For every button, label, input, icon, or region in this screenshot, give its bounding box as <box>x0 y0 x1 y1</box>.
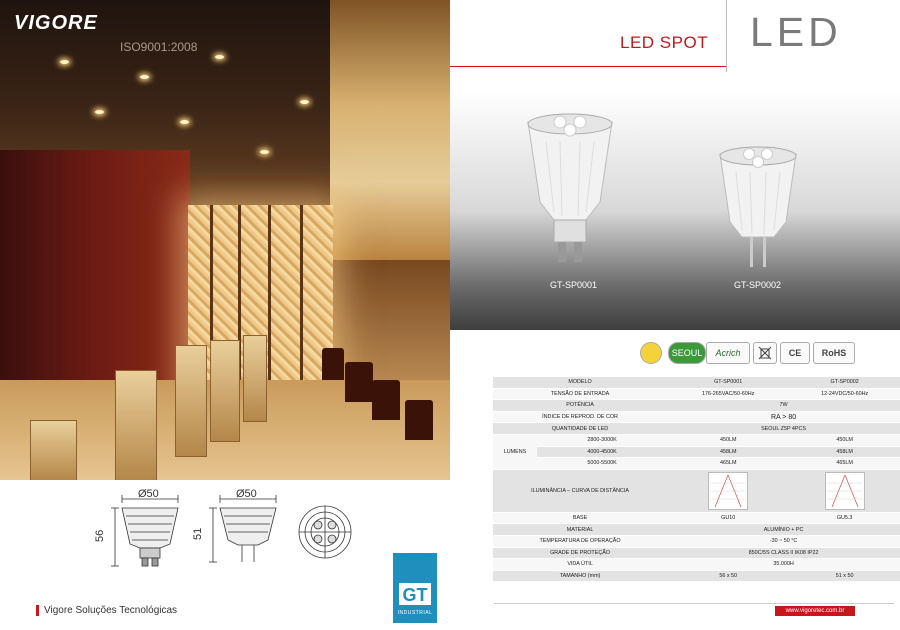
company-name: Vigore Soluções Tecnológicas <box>44 605 178 616</box>
spec-label: ILUMINÂNCIA – CURVA DE DISTÂNCIA <box>493 469 667 512</box>
product-1-label: GT-SP0001 <box>550 280 598 290</box>
spec-label: ÍNDICE DE REPROD. DE COR <box>493 411 667 423</box>
spec-label: QUANTIDADE DE LED <box>493 423 667 435</box>
model2-diameter: Ø50 <box>236 488 257 500</box>
led-spot-gu10-image <box>528 114 612 262</box>
header <box>450 0 900 75</box>
spec-label: GRADE DE PROTEÇÃO <box>493 547 667 559</box>
spec-value: 458LM <box>667 446 789 458</box>
header-red-line <box>450 66 727 67</box>
partner-subtitle: INDUSTRIAL <box>397 610 433 616</box>
right-page <box>450 0 900 630</box>
pedestal <box>30 420 77 480</box>
spec-label: BASE <box>493 512 667 524</box>
partner-logo-text: GT <box>402 585 428 605</box>
spec-value: GT-SP0002 <box>789 377 900 388</box>
spec-value: 465LM <box>789 458 900 470</box>
table-row <box>493 547 900 559</box>
table-row <box>493 446 900 458</box>
rohs-badge: RoHS <box>813 342 855 364</box>
table-row <box>493 570 900 582</box>
spec-sublabel: 5000-5500K <box>537 458 667 470</box>
downlight <box>215 55 224 59</box>
illuminance-curve-diagram <box>708 472 748 510</box>
table-row <box>493 377 900 388</box>
table-row <box>493 512 900 524</box>
page-subtitle: LED SPOT <box>620 33 709 52</box>
iso-mark: ISO9001:2008 <box>120 40 198 54</box>
spec-value: ALUMÍNIO + PC <box>667 524 900 536</box>
ce-badge: CE <box>780 342 810 364</box>
pedestal <box>175 345 207 457</box>
header-divider <box>726 0 727 72</box>
spec-value: 450LM <box>667 434 789 446</box>
downlight <box>140 75 149 79</box>
seoul-badge: SEOUL <box>668 342 706 364</box>
table-row <box>493 524 900 536</box>
spec-value: 12-24VDC/50-60Hz <box>789 388 900 400</box>
product-images <box>450 92 900 330</box>
spec-value: 7W <box>667 400 900 412</box>
downlight <box>180 120 189 124</box>
spec-label: MATERIAL <box>493 524 667 536</box>
spec-label: TEMPERATURA DE OPERAÇÃO <box>493 535 667 547</box>
spec-value: 465LM <box>667 458 789 470</box>
table-row <box>493 388 900 400</box>
spec-value: 458LM <box>789 446 900 458</box>
pedestal <box>115 370 157 480</box>
spec-value: 51 x 50 <box>789 570 900 582</box>
weee-icon <box>753 342 777 364</box>
spec-value: 56 x 50 <box>667 570 789 582</box>
led-spot-gu53-image <box>720 147 796 267</box>
table-row <box>493 411 900 423</box>
pedestal <box>243 335 267 422</box>
spec-value: GU10 <box>667 512 789 524</box>
spec-label: MODELO <box>493 377 667 388</box>
spec-value: 176-265VAC/50-60Hz <box>667 388 789 400</box>
spec-value: RA > 80 <box>667 411 900 423</box>
model1-diameter: Ø50 <box>138 488 159 500</box>
table-row <box>493 559 900 571</box>
bar-stool <box>345 362 373 402</box>
footer-divider <box>494 603 894 604</box>
pendant-lamps <box>330 0 450 260</box>
spec-value: 450LM <box>789 434 900 446</box>
spec-value: 850C/5S CLASS II IK08 IP22 <box>667 547 900 559</box>
illuminance-curve-diagram <box>825 472 865 510</box>
downlight <box>95 110 104 114</box>
spec-value: GT-SP0001 <box>667 377 789 388</box>
spec-value: SEOUL Z5P 4PCS <box>667 423 900 435</box>
product-2-label: GT-SP0002 <box>734 280 782 290</box>
seoul-sun-icon <box>640 342 662 364</box>
vigore-logo: VIGORE <box>14 12 98 34</box>
table-row <box>493 400 900 412</box>
spec-label: LUMENS <box>493 434 537 469</box>
mullion <box>300 205 303 395</box>
table-row <box>493 458 900 470</box>
downlight <box>260 150 269 154</box>
model2-height: 51 <box>192 527 204 540</box>
table-row <box>493 469 900 512</box>
mullion <box>268 205 271 395</box>
table-row <box>493 423 900 435</box>
page-title: LED <box>750 9 842 55</box>
spec-label: POTÊNCIA <box>493 400 667 412</box>
bar-stool <box>372 380 400 420</box>
spec-sublabel: 4000-4500K <box>537 446 667 458</box>
pedestal <box>210 340 240 442</box>
bar-stool <box>405 400 433 440</box>
curve-cell <box>667 469 789 512</box>
spec-table <box>493 377 900 582</box>
downlight <box>60 60 69 64</box>
spec-label: TAMANHO (mm) <box>493 570 667 582</box>
curve-cell <box>789 469 900 512</box>
table-row <box>493 434 900 446</box>
product-photos <box>450 92 900 330</box>
website-link[interactable]: www.vigoretec.com.br <box>775 606 855 616</box>
acrich-badge: Acrich <box>706 342 750 364</box>
downlight <box>300 100 309 104</box>
spec-sublabel: 2800-3000K <box>537 434 667 446</box>
spec-label: TENSÃO DE ENTRADA <box>493 388 667 400</box>
spec-value: 35.000H <box>667 559 900 571</box>
bar-stool <box>322 348 344 380</box>
footer-accent <box>36 605 39 616</box>
restaurant-interior-photo <box>0 0 450 480</box>
spec-value: GU5.3 <box>789 512 900 524</box>
model1-height: 56 <box>94 529 106 542</box>
red-wall <box>0 150 190 410</box>
table-row <box>493 535 900 547</box>
spec-label: VIDA ÚTIL <box>493 559 667 571</box>
spec-value: -30 ~ 50 °C <box>667 535 900 547</box>
